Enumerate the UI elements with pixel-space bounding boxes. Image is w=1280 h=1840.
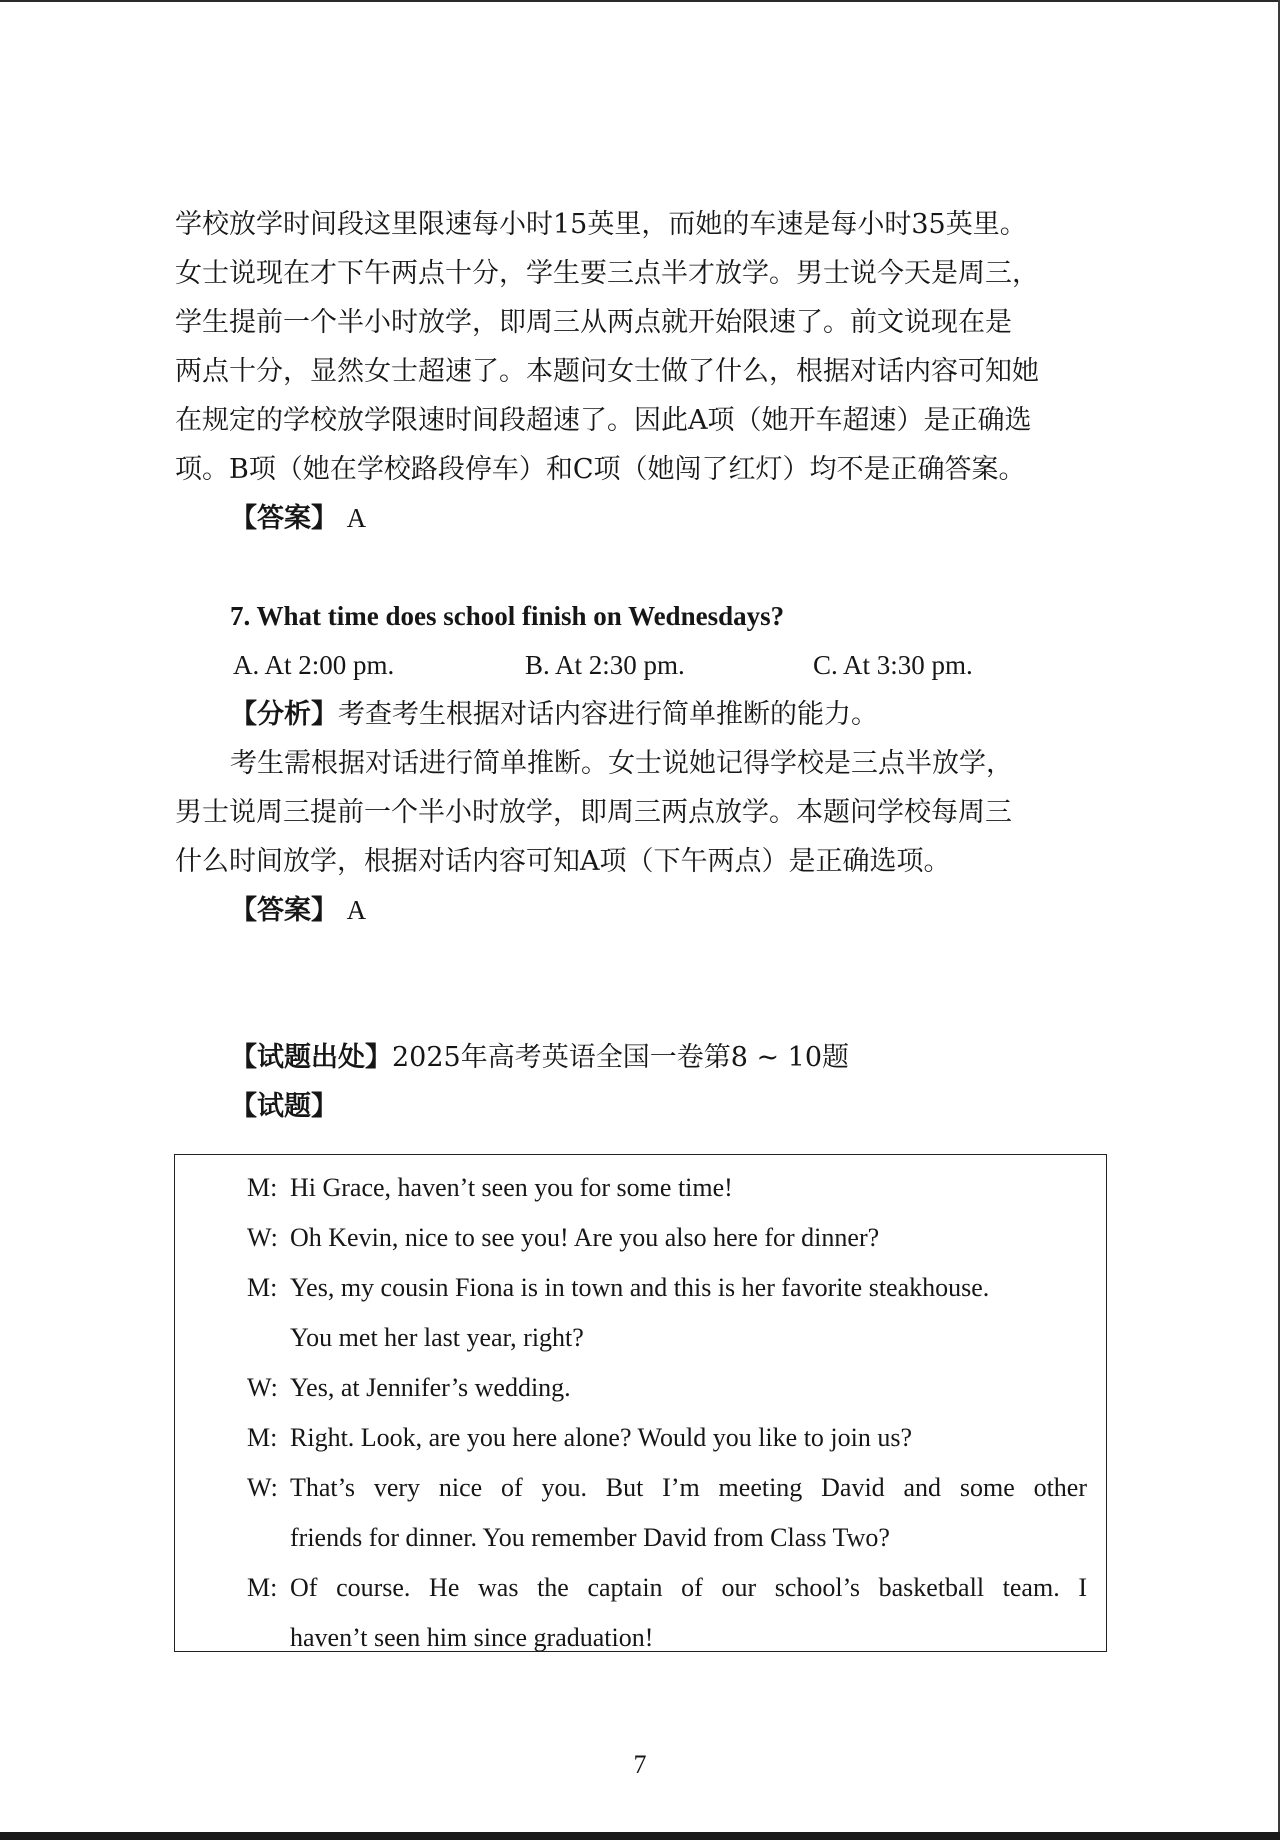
paragraph-line: 学校放学时间段这里限速每小时15英里，而她的车速是每小时35英里。: [175, 209, 1027, 240]
dialogue-continuation: [247, 1313, 1087, 1363]
option-c: C. At 3:30 pm.: [813, 650, 973, 680]
dialogue-line: [247, 1563, 1087, 1613]
analysis-line: [175, 690, 1110, 739]
spacer: [175, 543, 1110, 592]
answer-label: 【答案】: [230, 895, 338, 926]
dialogue-box: [174, 1154, 1107, 1652]
page-number: 7: [633, 1750, 647, 1779]
question-label: 【试题】: [230, 1091, 338, 1122]
source-text: 2025年高考英语全国一卷第8 ~ 10题: [392, 1042, 850, 1073]
speaker: M:: [247, 1273, 278, 1302]
speaker: W:: [247, 1473, 278, 1502]
answer-line: [175, 886, 1110, 935]
answer-label: 【答案】: [230, 503, 338, 534]
utterance: Yes, at Jennifer’s wedding.: [290, 1373, 571, 1402]
answer-value: A: [346, 503, 367, 533]
utterance: Hi Grace, haven’t seen you for some time!: [290, 1173, 733, 1202]
question-label-line: [175, 1082, 1110, 1131]
speaker: M:: [247, 1573, 278, 1602]
scan-border-top: [0, 0, 1280, 2]
speaker: W:: [247, 1223, 278, 1252]
option-b: B. At 2:30 pm.: [525, 650, 685, 680]
explanation-line: 考生需根据对话进行简单推断。女士说她记得学校是三点半放学，: [230, 748, 1013, 779]
explanation-line: 男士说周三提前一个半小时放学，即周三两点放学。本题问学校每周三: [175, 797, 1012, 828]
speaker: W:: [247, 1373, 278, 1402]
source-line: [175, 1033, 1110, 1082]
utterance: Right. Look, are you here alone? Would you like to join us?: [290, 1423, 913, 1452]
speaker: M:: [247, 1173, 278, 1202]
speaker: M:: [247, 1423, 278, 1452]
paragraph-line: 在规定的学校放学限速时间段超速了。因此A项（她开车超速）是正确选: [175, 405, 1032, 436]
utterance: You met her last year, right?: [290, 1323, 584, 1352]
question-title: 7. What time does school finish on Wednesdays?: [230, 601, 785, 631]
spacer: [175, 935, 1110, 1033]
dialogue-continuation: [247, 1613, 1087, 1663]
answer-line: [175, 494, 1110, 543]
main-content: [175, 200, 1110, 1131]
answer-value: A: [346, 895, 367, 925]
paragraph-line: 项。B项（她在学校路段停车）和C项（她闯了红灯）均不是正确答案。: [175, 454, 1026, 485]
analysis-label: 【分析】: [230, 699, 338, 730]
dialogue-line: [247, 1263, 1087, 1313]
utterance: That’s very nice of you. But I’m meeting David and some other: [290, 1473, 1087, 1502]
utterance: friends for dinner. You remember David from Class Two?: [290, 1523, 890, 1552]
dialogue-line: [247, 1413, 1087, 1463]
option-a: A. At 2:00 pm.: [233, 650, 395, 680]
dialogue-line: [247, 1163, 1087, 1213]
dialogue-line: [247, 1363, 1087, 1413]
dialogue-continuation: [247, 1513, 1087, 1563]
dialogue: [247, 1163, 1087, 1663]
paragraph-line: 两点十分，显然女士超速了。本题问女士做了什么，根据对话内容可知她: [175, 356, 1039, 387]
utterance: haven’t seen him since graduation!: [290, 1623, 654, 1652]
paragraph-line: 学生提前一个半小时放学，即周三从两点就开始限速了。前文说现在是: [175, 307, 1012, 338]
utterance: Of course. He was the captain of our school’s basketball team. I: [290, 1573, 1087, 1602]
dialogue-line: [247, 1463, 1087, 1513]
scan-border-bottom: [0, 1832, 1280, 1840]
analysis-text: 考查考生根据对话内容进行简单推断的能力。: [338, 699, 878, 730]
explanation-line: 什么时间放学，根据对话内容可知A项（下午两点）是正确选项。: [175, 846, 951, 877]
dialogue-line: [247, 1213, 1087, 1263]
question-options: [175, 641, 1110, 690]
utterance: Oh Kevin, nice to see you! Are you also here for dinner?: [290, 1223, 880, 1252]
paragraph-line: 女士说现在才下午两点十分，学生要三点半才放学。男士说今天是周三，: [175, 258, 1039, 289]
source-label: 【试题出处】: [230, 1042, 392, 1073]
utterance: Yes, my cousin Fiona is in town and this is her favorite steakhouse.: [290, 1273, 990, 1302]
